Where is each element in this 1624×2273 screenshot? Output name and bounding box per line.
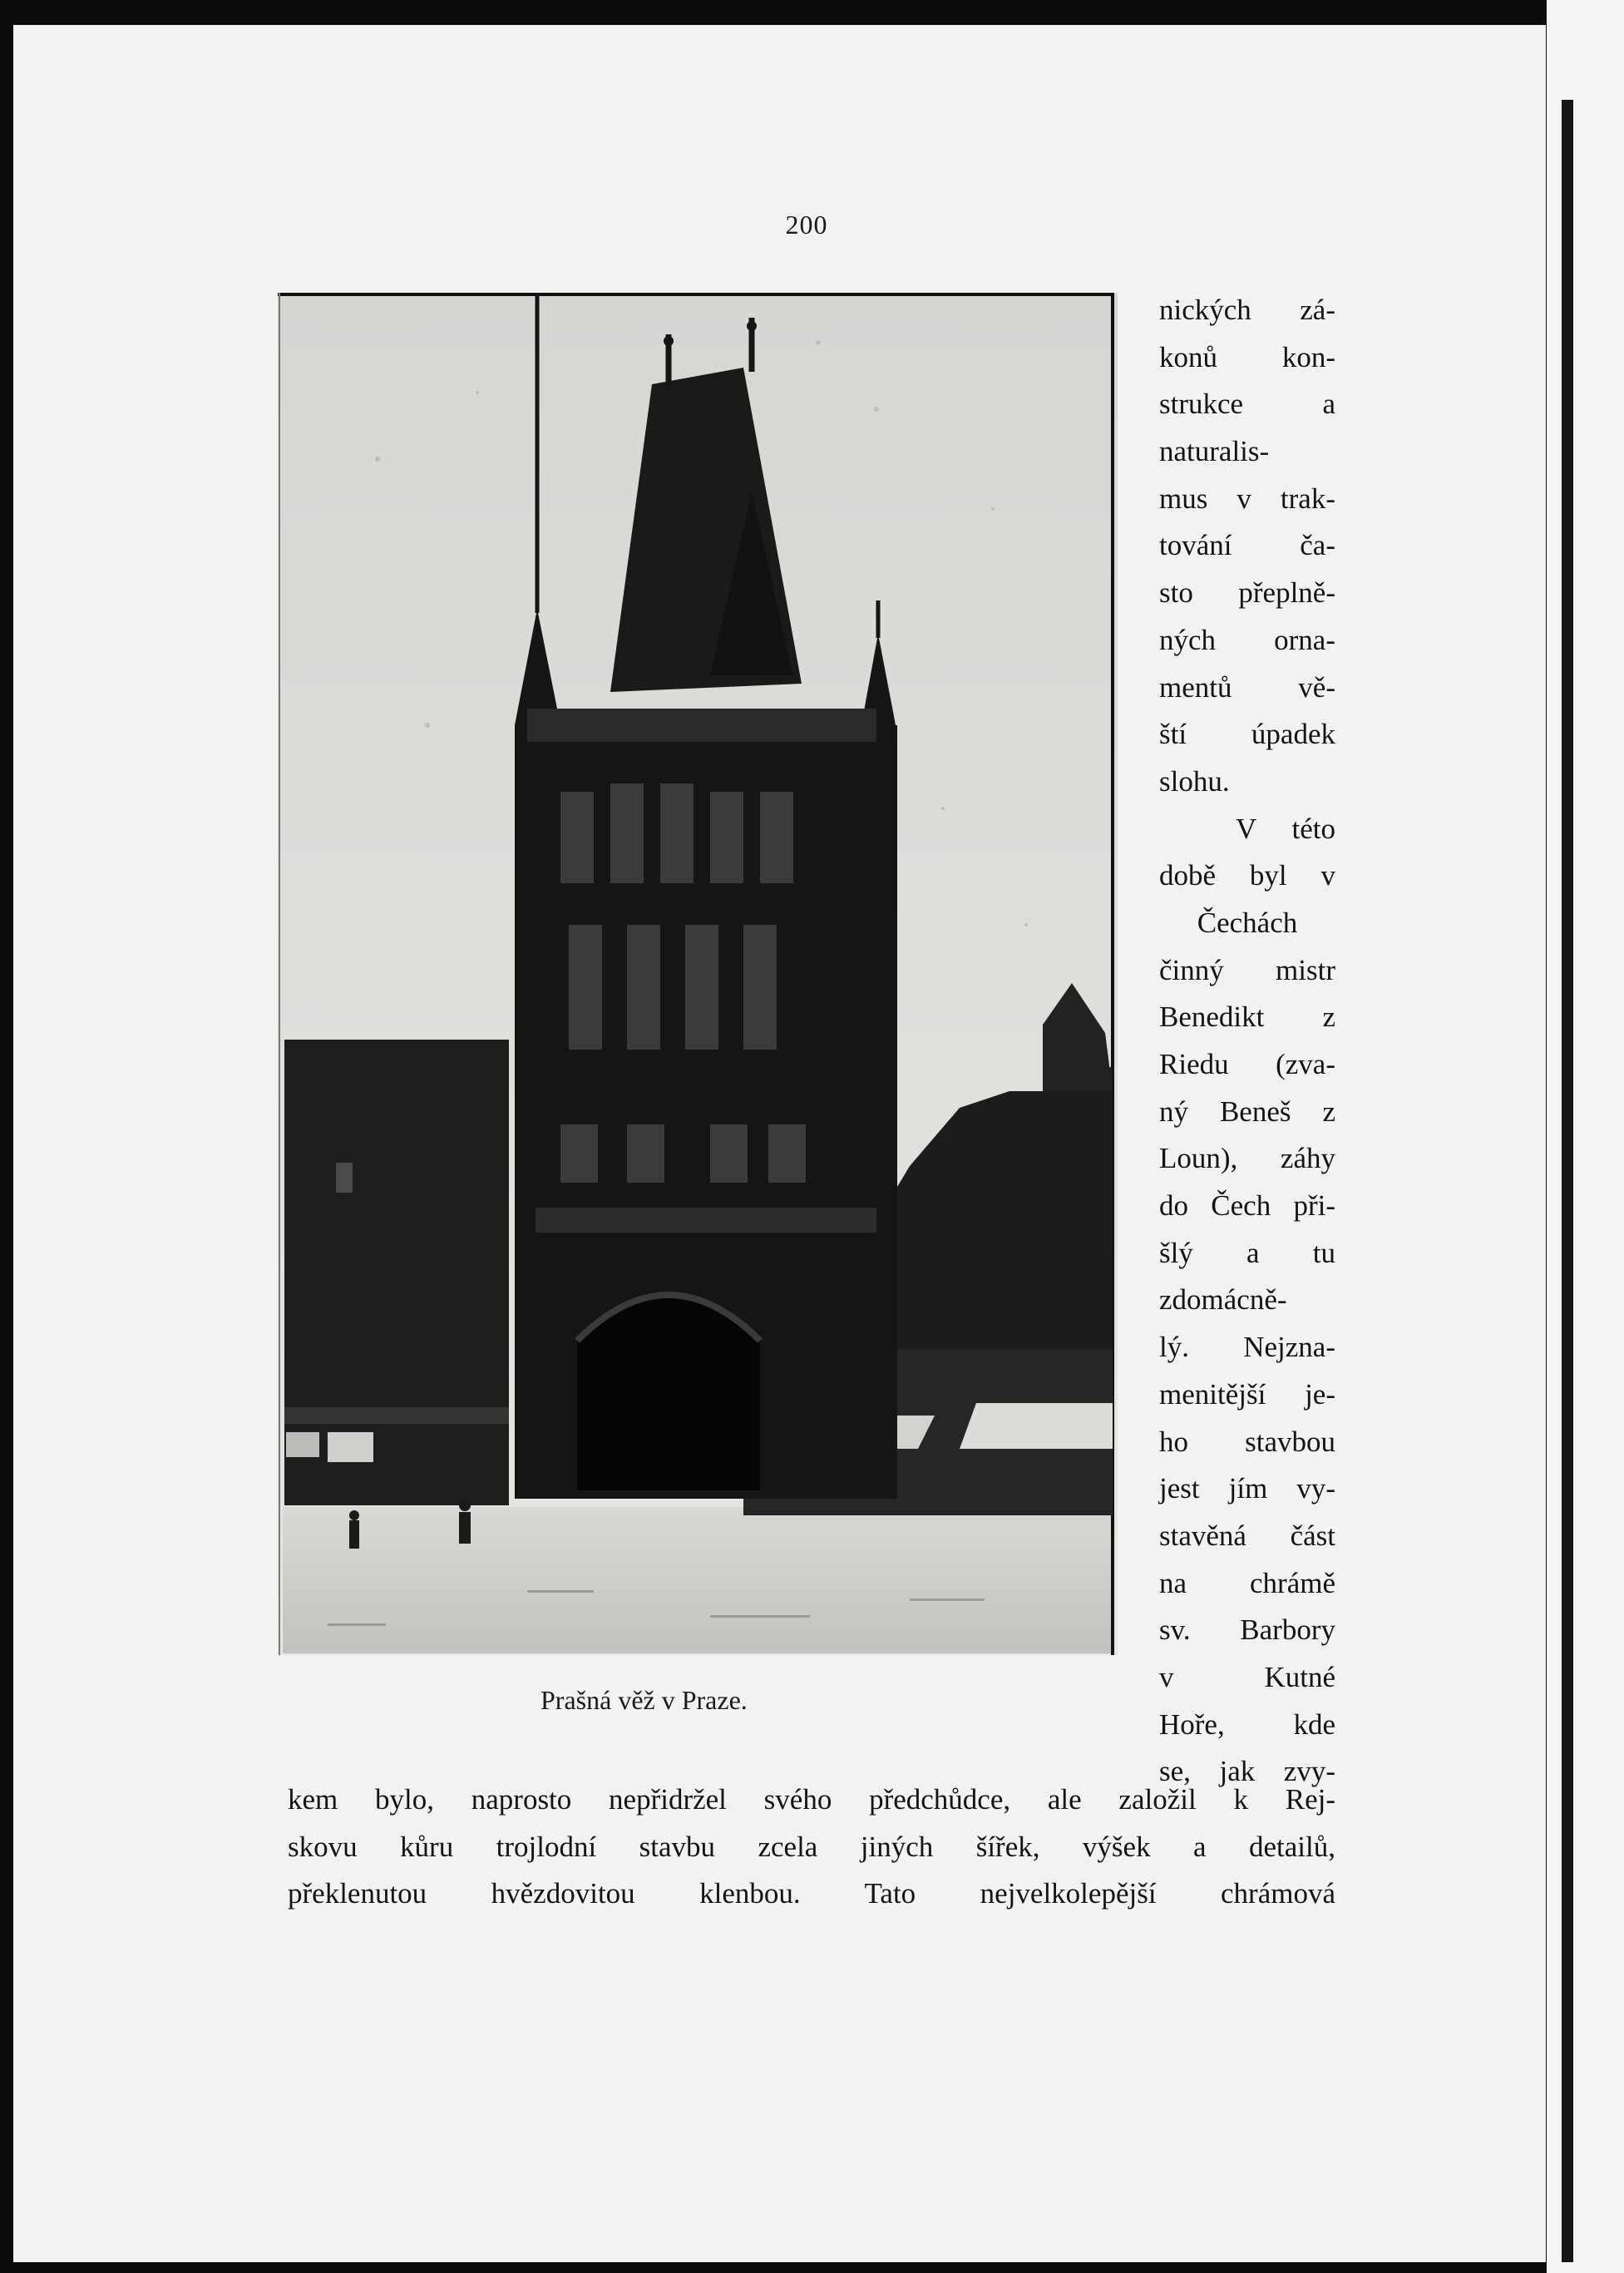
text-line: sto přeplně- — [1159, 576, 1335, 610]
text-line: době byl v — [1159, 859, 1335, 892]
text-line: jest jím vy- — [1159, 1472, 1335, 1505]
text-line: na chrámě — [1159, 1566, 1335, 1599]
text-line: menitější je- — [1159, 1377, 1335, 1411]
text-line: stavěná část — [1159, 1519, 1335, 1552]
full-width-text — [288, 1776, 1335, 1918]
text-line: Čechách — [1197, 906, 1298, 939]
text-line: lý. Nejzna- — [1159, 1331, 1335, 1364]
text-line: V této — [1236, 812, 1335, 845]
text-line: Benedikt z — [1159, 1001, 1335, 1034]
text-line: se, jak zvy- — [1159, 1755, 1335, 1788]
text-line: ho stavbou — [1159, 1425, 1335, 1458]
figure-caption: Prašná věž v Praze. — [541, 1685, 748, 1715]
text-line: naturalis- — [1159, 435, 1270, 468]
text-line: tování ča- — [1159, 529, 1335, 562]
text-line: činný mistr — [1159, 953, 1335, 986]
powder-tower-photograph — [278, 293, 1118, 1655]
text-line: Loun), záhy — [1159, 1142, 1335, 1175]
text-line: mentů vě- — [1159, 670, 1335, 704]
text-line: strukce a — [1159, 388, 1335, 421]
text-line: do Čech při- — [1159, 1189, 1335, 1223]
text-line: mus v trak- — [1159, 482, 1335, 515]
text-line: šlý a tu — [1159, 1236, 1335, 1269]
binding-shadow — [1562, 100, 1573, 2262]
text-line: ný Beneš z — [1159, 1094, 1335, 1128]
text-line: kem bylo, naprosto nepřidržel svého předchůdce, ale založil k Rej- — [288, 1783, 1335, 1816]
side-text-column — [1159, 287, 1335, 1796]
text-line: překlenutou hvězdovitou klenbou. Tato nejvelkolepější chrámová — [288, 1877, 1335, 1910]
text-line: Riedu (zva- — [1159, 1048, 1335, 1080]
text-line: v Kutné — [1159, 1660, 1335, 1693]
adjacent-page-edge — [1547, 0, 1624, 2273]
text-line: Hoře, kde — [1159, 1707, 1335, 1741]
text-line: ných orna- — [1159, 623, 1335, 656]
text-line: sv. Barbory — [1159, 1613, 1335, 1647]
text-line: ští úpadek — [1159, 718, 1335, 751]
text-line: konů kon- — [1159, 340, 1335, 373]
text-line: slohu. — [1159, 764, 1230, 798]
text-line: nických zá- — [1159, 294, 1335, 326]
text-line: skovu kůru trojlodní stavbu zcela jiných šířek, výšek a detailů, — [288, 1830, 1335, 1863]
text-line: zdomácně- — [1159, 1283, 1287, 1317]
page-number: 200 — [785, 210, 828, 240]
